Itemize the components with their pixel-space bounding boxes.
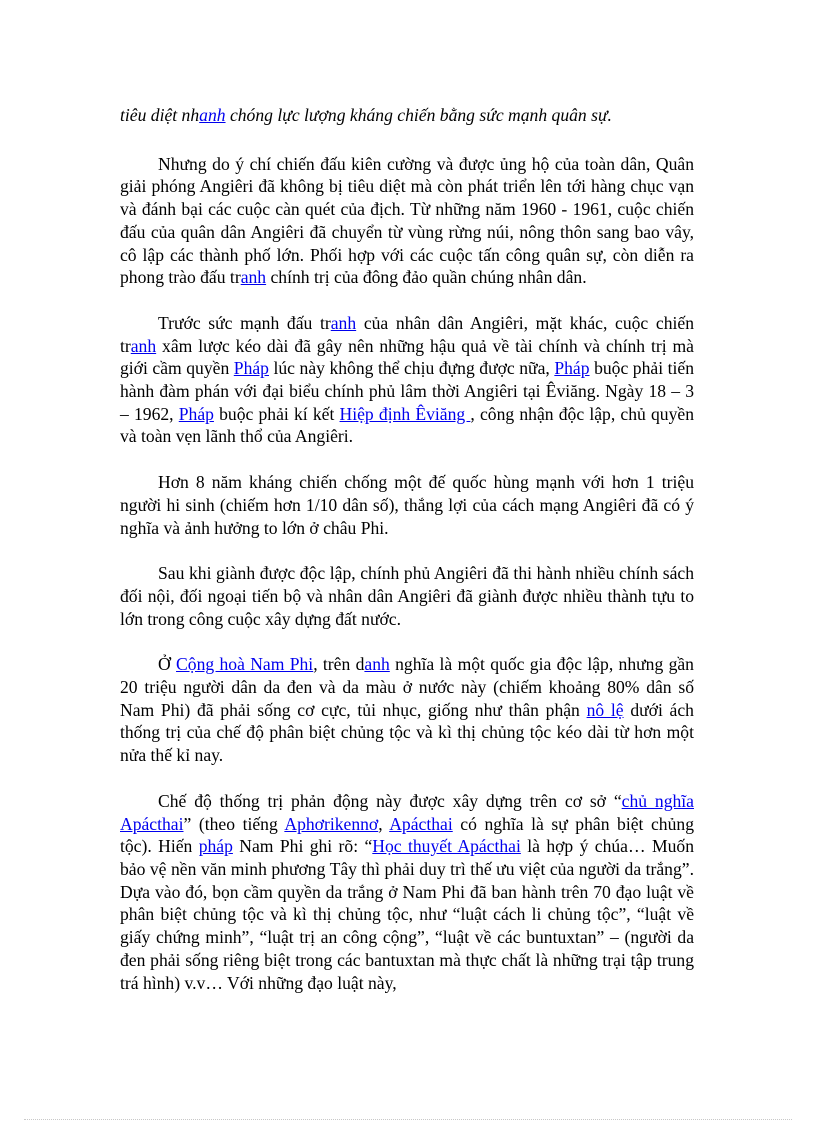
paragraph-1 — [120, 104, 694, 127]
hyperlink[interactable]: Pháp — [554, 358, 590, 379]
text-run: có nghĩa là sự phân biệt chủng tộc). Hiến — [120, 813, 694, 857]
text-run: Ở — [158, 654, 177, 675]
page-bottom-divider — [24, 1119, 792, 1120]
hyperlink[interactable]: chủ nghĩa Apácthai — [120, 790, 694, 834]
hyperlink[interactable]: Pháp — [178, 403, 214, 424]
hyperlink[interactable]: Pháp — [233, 358, 269, 379]
hyperlink[interactable]: Apácthai — [389, 813, 453, 834]
text-run: dưới ách thống trị của chế độ phân biệt chủng tộc và kì thị chủng tộc kéo dài từ hơn một nửa thế kỉ nay. — [120, 699, 694, 766]
hyperlink[interactable]: anh — [130, 335, 157, 356]
text-run: xâm lược kéo dài đã gây nên những hậu quả về tài chính và chính trị mà giới cầm quyền — [120, 335, 694, 379]
hyperlink[interactable]: nô lệ — [586, 699, 624, 720]
text-run: Trước sức mạnh đấu tr — [158, 312, 331, 333]
hyperlink[interactable]: Học thuyết Apácthai — [372, 836, 521, 857]
text-run: ” (theo tiếng — [183, 813, 285, 834]
text-run: lúc này không thể chịu đựng được nữa, — [268, 358, 555, 379]
hyperlink[interactable]: anh — [330, 312, 357, 333]
text-run: là hợp ý chúa… Muốn bảo vệ nền văn minh phương Tây thì phải duy trì thế ưu việt của người da trắng”. Dựa vào đó, bọn cầm quyền da trắng ở Nam Phi đã ban hành trên 70 đạo luật về phân biệt chủng tộc và kì thị chủng tộc, như “luật cách li chủng tộc”, “luật về giấy chứng minh”, “luật trị an công cộng”, “luật về các buntuxtan” – (người da đen phải sống riêng biệt trong các bantuxtan mà thực chất là những trại tập trung trá hình) v.v… Với những đạo luật này, — [120, 836, 694, 993]
hyperlink[interactable]: pháp — [198, 836, 233, 857]
hyperlink[interactable]: anh — [240, 267, 267, 288]
text-run: tiêu diệt nh — [120, 105, 200, 125]
text-run: buộc phải tiến hành đàm phán với đại biểu chính phủ lâm thời Angiêri tại Êviăng. Ngày 18 – 3 – 1962, — [120, 358, 694, 424]
paragraph-2 — [120, 153, 694, 289]
text-run: Sau khi giành được độc lập, chính phủ Angiêri đã thi hành nhiều chính sách đối nội, đối ngoại tiến bộ và nhân dân Angiêri đã giành được nhiều thành tựu to lớn trong công cuộc xây dựng đất nước. — [120, 563, 694, 629]
hyperlink[interactable]: Cộng hoà Nam Phi — [176, 654, 314, 675]
document-page — [120, 104, 694, 1017]
hyperlink[interactable]: Hiệp định Êviăng — [339, 403, 471, 424]
text-run: Nam Phi ghi rõ: “ — [232, 836, 373, 857]
paragraph-3 — [120, 312, 694, 448]
text-run: Hơn 8 năm kháng chiến chống một đế quốc hùng mạnh với hơn 1 triệu người hi sinh (chiếm hơn 1/10 dân số), thắng lợi của cách mạng Angiêri đã có ý nghĩa và ảnh hưởng to lớn ở châu Phi. — [120, 472, 694, 538]
paragraph-6 — [120, 653, 694, 767]
text-run: Chế độ thống trị phản động này được xây dựng trên cơ sở “ — [158, 790, 622, 811]
text-run: , — [378, 813, 390, 834]
paragraph-5 — [120, 562, 694, 630]
document-body — [120, 104, 694, 994]
paragraph-4 — [120, 471, 694, 539]
text-run: của nhân dân Angiêri, mặt khác, cuộc chiến tr — [120, 312, 694, 356]
text-run: chóng lực lượng kháng chiến bằng sức mạnh quân sự. — [225, 105, 612, 125]
text-run: , trên d — [313, 654, 365, 675]
hyperlink[interactable]: anh — [364, 654, 390, 675]
paragraph-7 — [120, 790, 694, 994]
text-run: buộc phải kí kết — [213, 403, 340, 424]
hyperlink[interactable]: Aphơrikennơ — [284, 813, 379, 834]
text-run: Nhưng do ý chí chiến đấu kiên cường và được ủng hộ của toàn dân, Quân giải phóng Angiêri đã không bị tiêu diệt mà còn phát triển lên tới hàng chục vạn và đánh bại các cuộc càn quét của địch. Từ những năm 1960 - 1961, cuộc chiến đấu của quân dân Angiêri đã chuyển từ vùng rừng núi, nông thôn sang bao vây, cô lập các thành phố lớn. Phối hợp với các cuộc tấn công quân sự, còn diễn ra phong trào đấu tr — [120, 153, 694, 288]
text-run: chính trị của đông đảo quần chúng nhân dân. — [266, 267, 587, 288]
text-run: , công nhận độc lập, chủ quyền và toàn vẹn lãnh thổ của Angiêri. — [120, 403, 694, 447]
text-run: nghĩa là một quốc gia độc lập, nhưng gần 20 triệu người dân da đen và da màu ở nước này (chiếm khoảng 80% dân số Nam Phi) đã phải sống cơ cực, tủi nhục, giống như thân phận — [120, 654, 694, 720]
hyperlink[interactable]: anh — [199, 105, 226, 125]
